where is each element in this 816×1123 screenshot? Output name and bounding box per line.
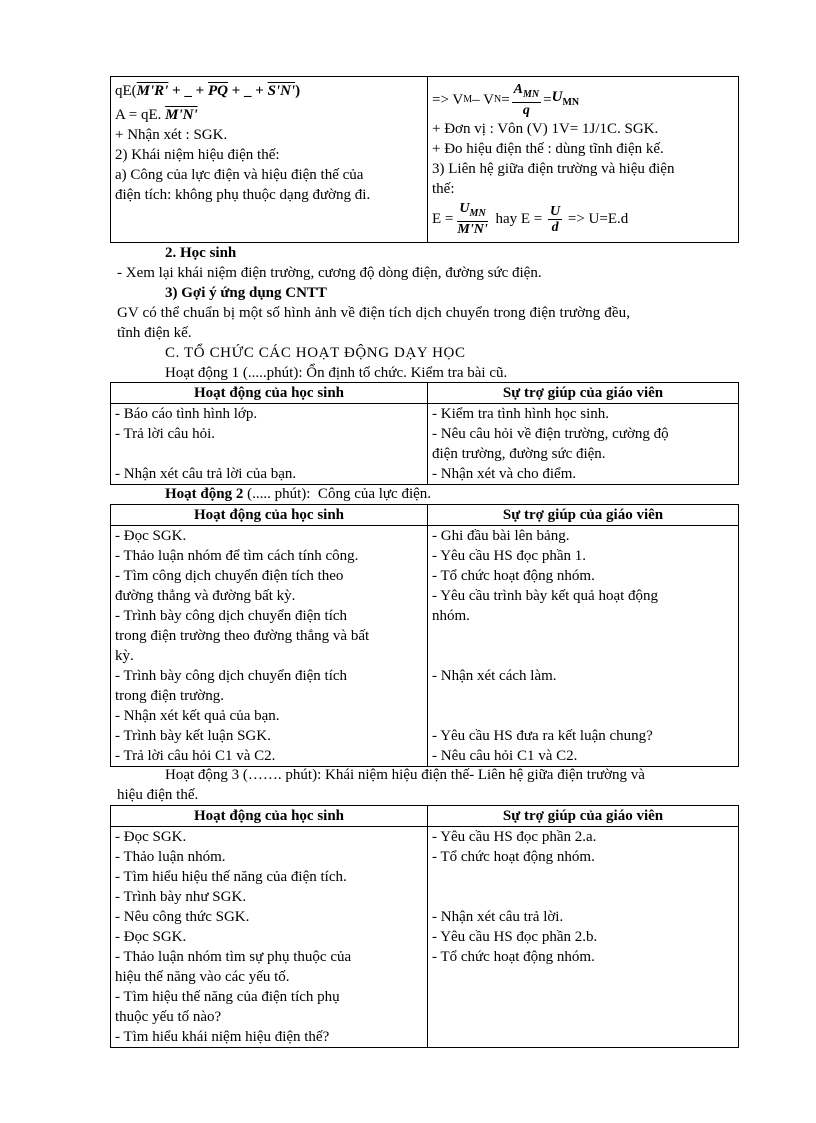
activity1-student-cell: [111, 404, 428, 485]
text-line: - Trình bày công dịch chuyển điện tích: [115, 668, 348, 684]
text-line: [432, 626, 734, 646]
formula-potential-difference: => V M – V N = $\frac{A_{MN}}{q}$ = $U_{MN}$: [432, 82, 580, 118]
activity3-student-cell: [111, 827, 428, 1048]
text-line: - Nêu câu hỏi về điện trường, cường độ: [432, 426, 669, 442]
text-line: thế:: [432, 181, 455, 197]
text-line: - Yêu cầu HS đọc phần 1.: [432, 548, 586, 564]
text-line: - Nhận xét câu trả lời của bạn.: [115, 466, 297, 482]
text-line: - Ghi đầu bài lên bảng.: [432, 528, 570, 544]
text-line: nhóm.: [432, 608, 470, 624]
text-line: [432, 967, 734, 987]
col-teacher-header: Sự trợ giúp của giáo viên: [428, 806, 739, 827]
text-line: [432, 1007, 734, 1027]
text-line: thuộc yếu tố nào?: [115, 1009, 222, 1025]
text-line: trong điện trường theo đường thẳng và bất: [115, 628, 370, 644]
text-line: điện tích: không phụ thuộc dạng đường đi.: [115, 187, 371, 203]
text-line: - Tìm hiểu hiệu thế năng của điện tích.: [115, 869, 347, 885]
text-line: - Tìm hiệu thế năng của điện tích phụ: [115, 989, 340, 1005]
activity2-teacher-cell: [428, 526, 739, 767]
formula-work-sum: qE(M'R' + _ + $\overline{PQ}$ + _ + S'N'): [115, 83, 301, 99]
activity3-title-line2: hiệu điện thế.: [117, 787, 199, 803]
text-line: - Tổ chức hoạt động nhóm.: [432, 949, 595, 965]
text-line: - Yêu cầu HS đưa ra kết luận chung?: [432, 728, 653, 744]
text-line: - Nêu công thức SGK.: [115, 909, 250, 925]
text-line: - Nêu câu hỏi C1 và C2.: [432, 748, 578, 764]
activity1-table: [110, 382, 739, 485]
top-right-cell: [428, 77, 739, 243]
top-left-cell: [111, 77, 428, 243]
activity3-table: [110, 805, 739, 1048]
text-line: - Đọc SGK.: [115, 528, 187, 544]
text-line: - Kiểm tra tình hình học sinh.: [432, 406, 610, 422]
text-line: - Nhận xét kết quả của bạn.: [115, 708, 280, 724]
activity2-table: [110, 504, 739, 767]
text-line: [432, 646, 734, 666]
text-line: hiệu thế năng vào các yếu tố.: [115, 969, 290, 985]
text-line: - Thảo luận nhóm tìm sự phụ thuộc của: [115, 949, 352, 965]
text-line: - Thảo luận nhóm.: [115, 849, 226, 865]
col-teacher-header: Sự trợ giúp của giáo viên: [428, 505, 739, 526]
activity1-teacher-cell: [428, 404, 739, 485]
text-line: - Trình bày công dịch chuyển điện tích: [115, 608, 348, 624]
text-line: - Yêu cầu HS đọc phần 2.b.: [432, 929, 598, 945]
text-line: - Yêu cầu HS đọc phần 2.a.: [432, 829, 597, 845]
formula-field-voltage: E = $\frac{U_{MN}}{M'N'}$ hay E = $\frac{U}{d}$ => U=E.d: [432, 201, 629, 237]
activity1-title: Hoạt động 1 (.....phút): Ổn định tổ chức. Kiểm tra bài cũ.: [165, 365, 508, 381]
text-line: - Đọc SGK.: [115, 829, 187, 845]
text-line: + Đơn vị : Vôn (V) 1V= 1J/1C. SGK.: [432, 121, 659, 137]
text-line: - Đọc SGK.: [115, 929, 187, 945]
text-line: đường thẳng và đường bất kỳ.: [115, 588, 296, 604]
heading-it-suggestion: 3) Gợi ý ứng dụng CNTT: [165, 285, 327, 301]
text-line: 3) Liên hệ giữa điện trường và hiệu điện: [432, 161, 675, 177]
text-line: - Trình bày kết luận SGK.: [115, 728, 271, 744]
activity3-teacher-cell: [428, 827, 739, 1048]
text-line: a) Công của lực điện và hiệu điện thế của: [115, 167, 364, 183]
text-line: - Trình bày như SGK.: [115, 889, 247, 905]
students-text: - Xem lại khái niệm điện trường, cương độ dòng điện, đường sức điện.: [117, 265, 542, 281]
text-line: [432, 987, 734, 1007]
it-text-line2: tĩnh điện kế.: [117, 325, 192, 341]
text-line: - Tìm công dịch chuyển điện tích theo: [115, 568, 344, 584]
text-line: - Nhận xét câu trả lời.: [432, 909, 564, 925]
text-line: + Nhận xét : SGK.: [115, 127, 228, 143]
formula-work-result: A = qE. M'N': [115, 107, 198, 123]
heading-section-c: C. TỔ CHỨC CÁC HOẠT ĐỘNG DẠY HỌC: [165, 345, 466, 361]
text-line: [432, 1027, 734, 1047]
col-student-header: Hoạt động của học sinh: [111, 806, 428, 827]
heading-students: 2. Học sinh: [165, 245, 237, 261]
text-line: 2) Khái niệm hiệu điện thế:: [115, 147, 280, 163]
text-line: - Yêu cầu trình bày kết quả hoạt động: [432, 588, 659, 604]
text-line: - Trả lời câu hỏi.: [115, 426, 216, 442]
text-line: - Tổ chức hoạt động nhóm.: [432, 849, 595, 865]
text-line: - Trả lời câu hỏi C1 và C2.: [115, 748, 276, 764]
text-line: kỳ.: [115, 648, 134, 664]
text-line: [432, 887, 734, 907]
text-line: - Thảo luận nhóm để tìm cách tính công.: [115, 548, 359, 564]
text-line: - Nhận xét và cho điểm.: [432, 466, 577, 482]
col-teacher-header: Sự trợ giúp của giáo viên: [428, 383, 739, 404]
text-line: [115, 444, 423, 464]
it-text-line1: GV có thể chuẩn bị một số hình ảnh về điện tích dịch chuyển trong điện trường đều,: [117, 305, 631, 321]
top-formula-table: [110, 76, 739, 243]
text-line: [432, 867, 734, 887]
text-line: điện trường, đường sức điện.: [432, 446, 606, 462]
text-line: [432, 686, 734, 706]
text-line: trong điện trường.: [115, 688, 224, 704]
text-line: - Nhận xét cách làm.: [432, 668, 557, 684]
text-line: - Báo cáo tình hình lớp.: [115, 406, 258, 422]
col-student-header: Hoạt động của học sinh: [111, 505, 428, 526]
text-line: - Tổ chức hoạt động nhóm.: [432, 568, 595, 584]
activity3-title-line1: Hoạt động 3 (……. phút): Khái niệm hiệu điện thế- Liên hệ giữa điện trường và: [165, 767, 645, 783]
activity2-student-cell: [111, 526, 428, 767]
text-line: [432, 706, 734, 726]
col-student-header: Hoạt động của học sinh: [111, 383, 428, 404]
text-line: - Tìm hiểu khái niệm hiệu điện thế?: [115, 1029, 330, 1045]
activity2-title: Hoạt động 2 (..... phút): Công của lực điện.: [165, 486, 432, 502]
text-line: + Đo hiệu điện thế : dùng tĩnh điện kế.: [432, 141, 664, 157]
